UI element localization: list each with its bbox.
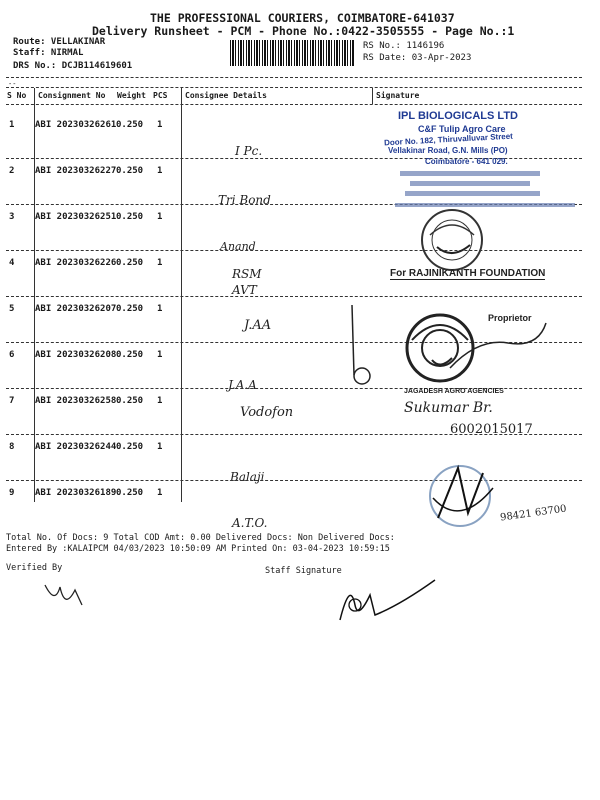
signature-stroke-icon	[340, 300, 380, 390]
row-consignment: ABI 20230326207	[35, 304, 117, 314]
staff-label: Staff: NIRMAL	[13, 48, 84, 58]
staff-signature-icon	[330, 575, 440, 630]
row-pcs: 1	[157, 488, 163, 498]
header-signature: Signature	[376, 91, 420, 100]
barcode	[230, 40, 355, 66]
header-consignment: Consignment No	[38, 91, 106, 100]
row-sno: 9	[9, 488, 15, 498]
row-sno: 3	[9, 212, 15, 222]
row-pcs: 1	[157, 258, 163, 268]
row-sno: 8	[9, 442, 15, 452]
row-consignment: ABI 20230326226	[35, 258, 117, 268]
balaji-seal-icon	[418, 458, 508, 538]
row-pcs: 1	[157, 442, 163, 452]
drs-number: DRS No.: DCJB114619601	[13, 61, 133, 71]
entered-by-line: Entered By :KALAIPCM 04/03/2023 10:50:09 AM Printed On: 03-04-2023 10:59:15	[6, 544, 390, 554]
row-weight: 0.250	[116, 258, 144, 268]
row-weight: 0.250	[116, 212, 144, 222]
jagadesh-stamp-text: JAGADESH AGRO AGENCIES	[404, 388, 504, 395]
row-pcs: 1	[157, 212, 163, 222]
row-pcs: 1	[157, 396, 163, 406]
row-consignment: ABI 20230326261	[35, 120, 117, 130]
row-consignment: ABI 20230326227	[35, 166, 117, 176]
row-consignee-note: J.A.A	[228, 378, 257, 392]
ipl-stamp-line1: C&F Tulip Agro Care	[418, 124, 506, 134]
row-sno: 7	[9, 396, 15, 406]
round-seal-icon	[412, 205, 502, 275]
ipl-stamp-line4: Coimbatore - 641 029.	[425, 157, 508, 166]
ipl-stamp-line3: Vellakinar Road, G.N. Mills (PO)	[388, 146, 508, 155]
handwritten-phone: 6002015017	[450, 422, 533, 437]
header-sno: S No	[7, 91, 27, 100]
verified-by-label: Verified By	[6, 563, 63, 573]
row-consignee-note: Vodofon	[240, 405, 294, 420]
staff-signature-label: Staff Signature	[265, 566, 342, 576]
row-pcs: 1	[157, 350, 163, 360]
ipl-stamp-title: IPL BIOLOGICALS LTD	[398, 110, 518, 122]
rs-date: RS Date: 03-Apr-2023	[363, 53, 472, 63]
row-consignment: ABI 20230326208	[35, 350, 117, 360]
row-consignment: ABI 20230326244	[35, 442, 117, 452]
row-consignee-note: Anand	[220, 240, 256, 253]
row-weight: 0.250	[116, 488, 144, 498]
header-pcs: PCS	[153, 91, 168, 100]
totals-line: Total No. Of Docs: 9 Total COD Amt: 0.00 Delivered Docs: Non Delivered Docs:	[6, 533, 395, 543]
handwritten-phone-2: 98421 63700	[499, 503, 568, 524]
row-weight: 0.250	[116, 166, 144, 176]
row-sno: 2	[9, 166, 15, 176]
row-consignment: ABI 20230326258	[35, 396, 117, 406]
row-consignment: ABI 20230326251	[35, 212, 117, 222]
rajini-stamp: For RAJINIKANTH FOUNDATION	[390, 268, 546, 279]
row-consignee-note: Tri Bond	[218, 193, 271, 207]
proprietor-label: Proprietor	[488, 313, 532, 323]
sukumar-signature: Sukumar Br.	[404, 400, 493, 416]
row-consignee-note: A.T.O.	[232, 516, 268, 530]
row-sno: 5	[9, 304, 15, 314]
verifier-signature-icon	[40, 575, 100, 615]
row-weight: 0.250	[116, 396, 144, 406]
row-weight: 0.250	[116, 350, 144, 360]
row-consignee-note: Balaji	[230, 470, 265, 484]
rs-number: RS No.: 1146196	[363, 41, 445, 51]
row-consignee-note: I Pc.	[235, 144, 263, 158]
row-weight: 0.250	[116, 120, 144, 130]
runsheet-subtitle: Delivery Runsheet - PCM - Phone No.:0422-3505555 - Page No.:1	[92, 24, 515, 38]
row-sno: 6	[9, 350, 15, 360]
row-weight: 0.250	[116, 304, 144, 314]
header-consignee: Consignee Details	[185, 91, 267, 100]
route-label: Route: VELLAKINAR	[13, 37, 106, 47]
row-consignee-note: J.AA	[244, 318, 272, 333]
row-pcs: 1	[157, 120, 163, 130]
header-weight: Weight	[117, 91, 146, 100]
ipl-stamp-line2: Door No. 182, Thiruvalluvar Street	[383, 131, 514, 148]
row-sno: 1	[9, 120, 15, 130]
row-consignee-note: RSM AVT	[232, 267, 262, 297]
company-title: THE PROFESSIONAL COURIERS, COIMBATORE-641037	[150, 11, 455, 25]
proprietor-signature-icon	[448, 318, 548, 378]
row-pcs: 1	[157, 166, 163, 176]
row-weight: 0.250	[116, 442, 144, 452]
row-pcs: 1	[157, 304, 163, 314]
row-sno: 4	[9, 258, 15, 268]
row-consignment: ABI 20230326189	[35, 488, 117, 498]
